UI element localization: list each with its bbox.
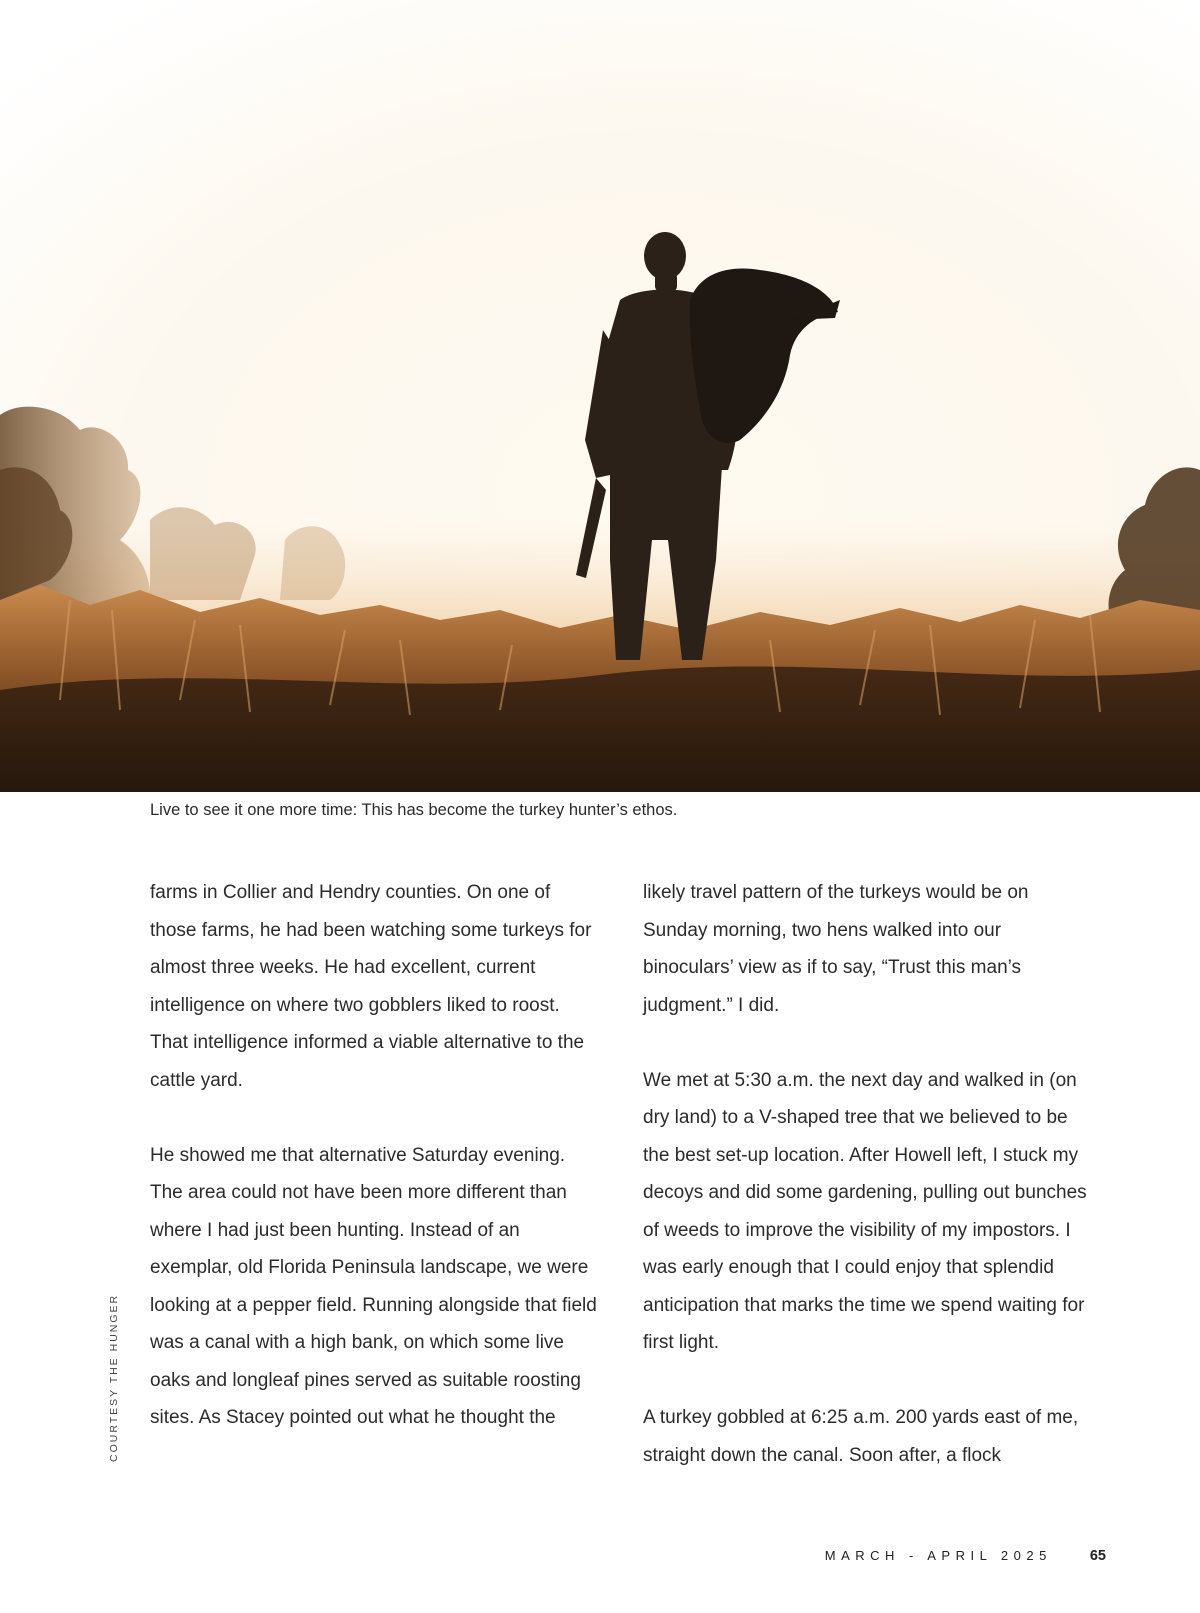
issue-date: MARCH - APRIL 2025	[824, 1548, 1052, 1563]
article-paragraph: likely travel pattern of the turkeys would be on Sunday morning, two hens walked into our binoculars’ view as if to say, “Trust this man’s judgment.” I did.	[643, 882, 1029, 1016]
hero-photo	[0, 0, 1200, 792]
photo-caption: Live to see it one more time: This has become the turkey hunter’s ethos.	[150, 801, 678, 819]
page-footer	[606, 1548, 1106, 1564]
article-paragraph: We met at 5:30 a.m. the next day and walked in (on dry land) to a V-shaped tree that we believed to be the best set-up location. After Howell left, I stuck my decoys and did some gardening, pulling out bunches of weeds to improve the visibility of my impostors. I was early enough that I could enjoy that splendid anticipation that marks the time we spend waiting for first light.	[643, 1069, 1087, 1353]
turkey-hunter-silhouette-photo	[0, 0, 1200, 792]
article-paragraph: farms in Collier and Hendry counties. On one of those farms, he had been watching some turkeys for almost three weeks. He had excellent, current intelligence on where two gobblers liked to roost. That intelligence informed a viable alternative to the cattle yard.	[150, 882, 592, 1091]
article-column-left	[150, 874, 600, 1437]
page-number: 65	[1089, 1548, 1106, 1564]
article-paragraph: He showed me that alternative Saturday evening. The area could not have been more different than where I had just been hunting. Instead of an exemplar, old Florida Peninsula landscape, we were looking at a pepper field. Running alongside that field was a canal with a high bank, on which some live oaks and longleaf pines served as suitable roosting sites. As Stacey pointed out what he thought the	[150, 1144, 597, 1428]
photo-credit: COURTESY THE HUNGER	[108, 1293, 120, 1462]
article-paragraph: A turkey gobbled at 6:25 a.m. 200 yards east of me, straight down the canal. Soon after, a flock	[643, 1407, 1079, 1466]
article-column-right	[643, 874, 1093, 1474]
